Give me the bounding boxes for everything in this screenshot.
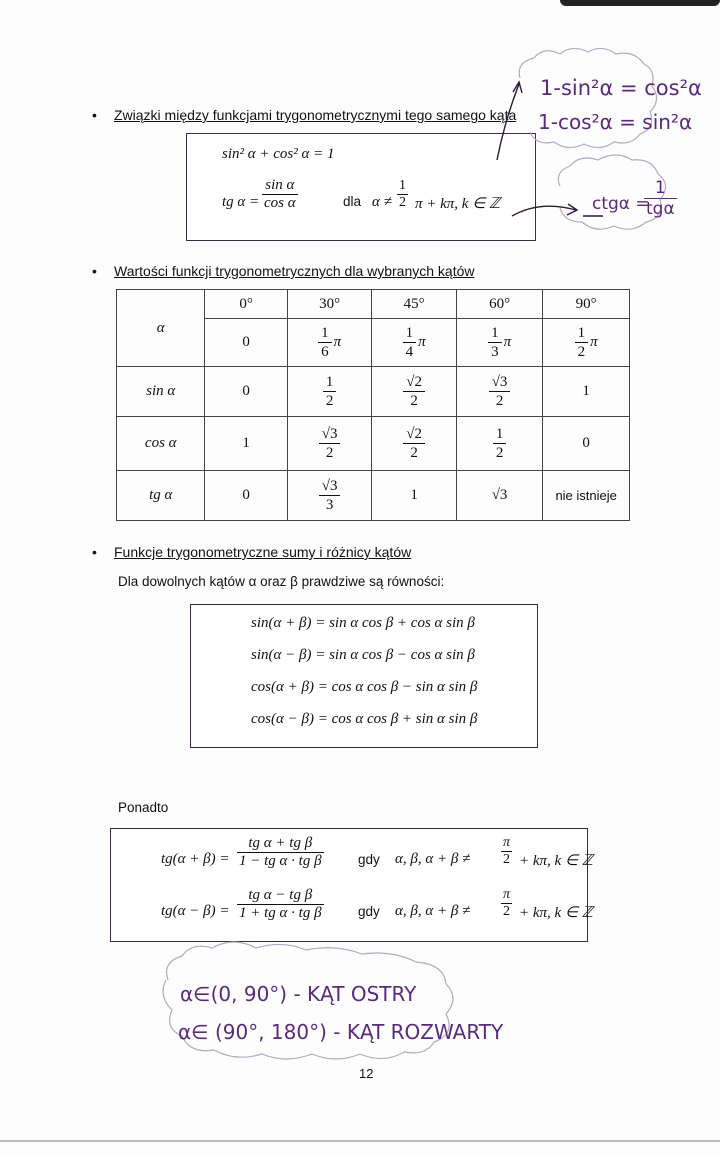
tg-sum-condition: α, β, α + β ≠ — [395, 851, 471, 867]
degree-cell: 30° — [287, 290, 371, 319]
degree-cell: 60° — [456, 290, 542, 319]
value-cell: 1 — [205, 417, 287, 471]
pythagorean-identity: sin² α + cos² α = 1 — [222, 146, 335, 162]
note-ctg-fraction: 1 tgα — [646, 178, 675, 219]
value-cell: nie istnieje — [543, 471, 630, 521]
note-acute-angle: α∈(0, 90°) - KĄT OSTRY — [180, 982, 417, 1006]
value-cell: 0 — [543, 417, 630, 471]
section-title: Funkcje trygonometryczne sumy i różnicy kątów — [114, 544, 412, 560]
tg-diff-condition-rest: + kπ, k ∈ ℤ — [519, 905, 593, 921]
value-cell: $\frac{√2}{2}$ — [372, 367, 456, 417]
tg-sum-lhs: tg(α + β) = — [161, 851, 230, 867]
note-identity-2: 1-cos²α = sin²α — [538, 110, 693, 134]
page-number: 12 — [359, 1066, 374, 1081]
section-title: Związki między funkcjami trygonometrycznymi tego samego kąta — [114, 107, 517, 123]
condition-lhs: α ≠ — [372, 194, 392, 210]
tg-sum-condition-fraction: $\frac{\pi}{2}$ — [503, 835, 511, 867]
value-cell: 1 — [372, 471, 456, 521]
radian-cell: 0 — [205, 319, 287, 367]
formula-sin-diff: sin(α − β) = sin α cos β − cos α sin β — [251, 647, 475, 663]
sum-formulas-intro: Dla dowolnych kątów α oraz β prawdziwe są równości: — [118, 574, 445, 589]
condition-label: dla — [343, 194, 362, 209]
row-label-tg: tg α — [117, 471, 205, 521]
formula-cos-diff: cos(α − β) = cos α cos β + sin α sin β — [251, 711, 478, 727]
degree-cell: 90° — [543, 290, 630, 319]
value-cell: $\frac{√3}{2}$ — [456, 367, 542, 417]
tg-sum-fraction: $\frac{\text{tg α + tg β}}{\text{1 − tg α · tg β}}$ — [239, 835, 322, 869]
value-cell: √3 — [456, 471, 542, 521]
condition-fraction: $\frac{1}{2}$ — [399, 178, 406, 210]
radian-cell: $\frac{1}{6}$ π — [287, 319, 371, 367]
note-ctg-lhs: ctgα = — [592, 194, 650, 214]
pointer-line-up — [497, 84, 519, 160]
page-bottom-edge — [0, 1140, 720, 1142]
tg-definition-lhs: tg α = — [222, 194, 260, 210]
tg-diff-condition: α, β, α + β ≠ — [395, 903, 471, 919]
tg-sum-gdy: gdy — [358, 852, 380, 867]
value-cell: 0 — [205, 471, 287, 521]
row-label-cos: cos α — [117, 417, 205, 471]
formula-sin-sum: sin(α + β) = sin α cos β + cos α sin β — [251, 615, 475, 631]
value-cell: 1 — [543, 367, 630, 417]
tg-diff-lhs: tg(α − β) = — [161, 903, 230, 919]
corner-cell: α — [117, 290, 205, 367]
value-cell: $\frac{√3}{3}$ — [287, 471, 371, 521]
value-cell: $\frac{1}{2}$ — [287, 367, 371, 417]
degree-cell: 0° — [205, 290, 287, 319]
tg-definition-fraction: $\frac{\text{sin α}}{\text{cos α}}$ — [264, 177, 296, 211]
page: • Związki między funkcjami trygonometrycznymi tego samego kąta sin² α + cos² α = 1 tg α = $\frac{\text{sin α}}{\text{cos α}}$ dla α ≠ $\frac{1}{2}$ π + kπ, k ∈ ℤ • Wartości funkcji trygonometrycznych dla wybranych kątów α 0° 30° 45° 60° 90° 0 $\frac{1}{6}$ π $\frac{1}{4}$ π $\frac{1}{3}$ π $\frac{1}{2}$ π sin α 0 $\frac{1}{2}$ $\frac{√2}{2}$ $\frac{√3}{2}$ 1 cos α 1 $\frac{√3}{2}$ $\frac{√2}{2}$ $\frac{1}{2}$ 0 tg α 0 $\frac{√3}{3}$ 1 √3 nie istnieje • Funkcje trygonometryczne sumy i różnicy kątów Dla dowolnych kątów α oraz β prawdziwe są równości: sin(α + β) = sin α cos β + cos α sin β sin(α − β) = sin α cos β − cos α sin β cos(α + β) = cos α cos β − sin α sin β cos(α − β) = cos α cos β + sin α sin β Ponadto tg(α + β) = $\frac{\text{tg α + tg β}}{\text{1 − tg α · tg β}}$ gdy α, β, α + β ≠ $\frac{\pi}{2}$ + kπ, k ∈ ℤ tg(α − β) = $\frac{\text{tg α − tg β}}{\text{1 + tg α · tg β}}$ gdy α, β, α + β ≠ $\frac{\pi}{2}$ + kπ, k ∈ ℤ 1-sin²α = cos²α 1-cos²α = sin²α ctgα = 1 tgα α∈(0, 90°) - KĄT OSTRY α∈ (90°, 180°) - KĄT ROZWARTY 12 — [0, 0, 720, 1154]
tg-diff-gdy: gdy — [358, 904, 380, 919]
value-cell: $\frac{√2}{2}$ — [372, 417, 456, 471]
pointer-line-right — [512, 206, 576, 216]
radian-cell: $\frac{1}{4}$ π — [372, 319, 456, 367]
note-obtuse-angle: α∈ (90°, 180°) - KĄT ROZWARTY — [178, 1020, 504, 1044]
note-identity-1: 1-sin²α = cos²α — [540, 76, 702, 100]
additionally-label: Ponadto — [118, 800, 169, 815]
value-cell: 0 — [205, 367, 287, 417]
row-label-sin: sin α — [117, 367, 205, 417]
tg-diff-condition-fraction: $\frac{\pi}{2}$ — [503, 887, 511, 919]
tg-sum-condition-rest: + kπ, k ∈ ℤ — [519, 853, 593, 869]
degree-cell: 45° — [372, 290, 456, 319]
formula-cos-sum: cos(α + β) = cos α cos β − sin α sin β — [251, 679, 478, 695]
section-title: Wartości funkcji trygonometrycznych dla wybranych kątów — [114, 263, 475, 279]
radian-cell: $\frac{1}{2}$ π — [543, 319, 630, 367]
tg-diff-fraction: $\frac{\text{tg α − tg β}}{\text{1 + tg α · tg β}}$ — [239, 887, 322, 921]
value-cell: $\frac{√3}{2}$ — [287, 417, 371, 471]
value-cell: $\frac{1}{2}$ — [456, 417, 542, 471]
radian-cell: $\frac{1}{3}$ π — [456, 319, 542, 367]
condition-rhs: π + kπ, k ∈ ℤ — [415, 196, 501, 212]
